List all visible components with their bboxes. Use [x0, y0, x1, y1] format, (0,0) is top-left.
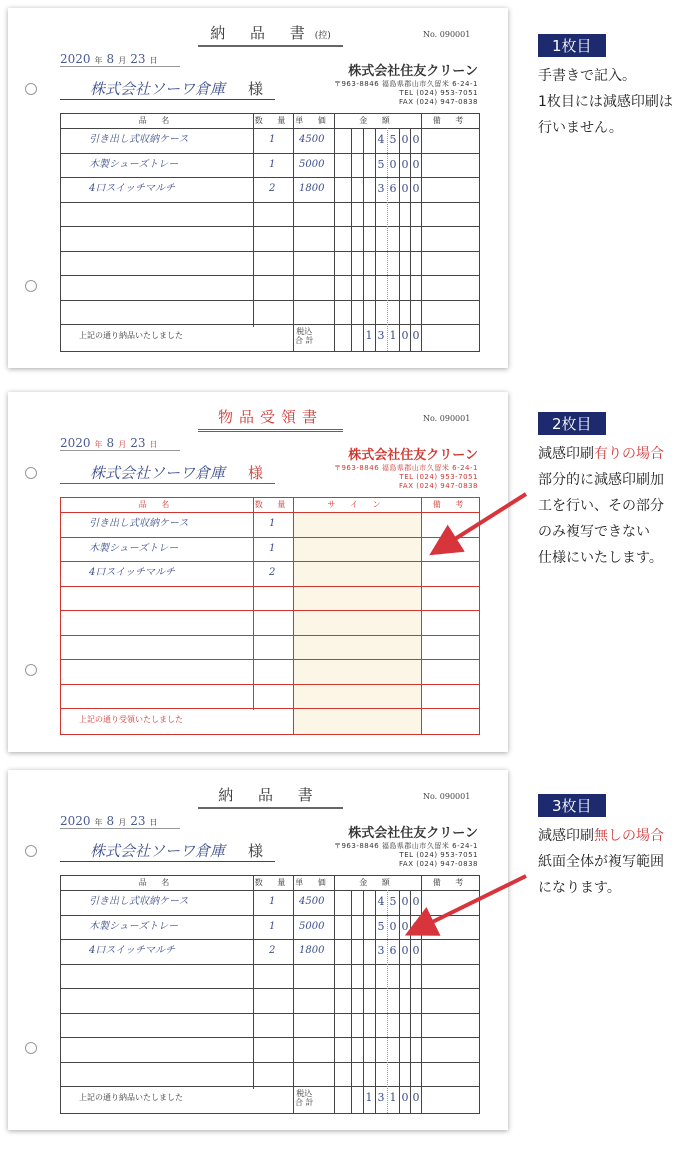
amount-digit: 6	[389, 182, 397, 195]
date-day: 23	[130, 436, 146, 450]
customer-name: 株式会社ソーワ倉庫	[60, 840, 275, 862]
customer-name: 株式会社ソーワ倉庫	[60, 78, 275, 100]
date-year_u: 年	[94, 818, 103, 827]
note-line: になります。	[538, 880, 621, 896]
note-highlight: 有りの場合	[594, 446, 664, 462]
total-digit: 0	[401, 1091, 409, 1104]
item-name: 引き出し式収納ケース	[89, 518, 189, 529]
item-price: 5000	[299, 920, 325, 932]
item-name: 木製シューズトレー	[89, 920, 179, 932]
header-sign: サ イ ン	[327, 500, 387, 509]
date-month: 8	[106, 436, 115, 450]
document-number: No. 090001	[423, 30, 471, 39]
header-name: 品 名	[138, 500, 176, 509]
header-name: 品 名	[138, 878, 176, 887]
amount-digit: 5	[389, 133, 397, 146]
arrow-sheet-2	[436, 494, 526, 551]
total-digit: 1	[365, 329, 373, 342]
amount-digit: 4	[377, 133, 385, 146]
item-qty: 1	[269, 518, 276, 529]
date-year_u: 年	[94, 440, 103, 449]
total-digit: 3	[377, 1091, 385, 1104]
date-year: 2020	[60, 436, 91, 450]
date-month_u: 月	[118, 818, 127, 827]
item-name: 木製シューズトレー	[89, 542, 179, 554]
header-amount: 金 額	[359, 878, 396, 887]
note-text: 減感印刷	[538, 446, 594, 462]
document-number: No. 090001	[423, 792, 471, 801]
amount-digit: 4	[377, 895, 385, 908]
date-month_u: 月	[118, 56, 127, 65]
date-day_u: 日	[149, 818, 158, 827]
total-digit: 3	[377, 329, 385, 342]
total-label-text: 合 計	[295, 1098, 314, 1107]
amount-digit: 0	[412, 919, 420, 933]
item-qty: 1	[269, 542, 276, 554]
amount-digit: 0	[401, 133, 409, 146]
header-qty: 数 量	[254, 878, 292, 887]
date-month: 8	[106, 814, 115, 828]
amount-digit: 0	[389, 919, 397, 933]
total-digit: 0	[401, 329, 409, 342]
amount-digit: 0	[412, 133, 420, 146]
header-note: 備 考	[432, 116, 470, 125]
item-qty: 2	[269, 945, 276, 956]
company-address: 〒963-8846 福島県郡山市久留米 6-24-1	[333, 464, 478, 472]
company-address: TEL (024) 953-7051	[399, 89, 478, 97]
honorific: 様	[248, 464, 264, 482]
item-name: 木製シューズトレー	[89, 158, 179, 170]
header-price: 単 価	[295, 878, 332, 887]
item-qty: 2	[269, 567, 276, 578]
item-name: 4口スイッチマルチ	[89, 945, 175, 956]
total-digit: 0	[412, 1091, 420, 1104]
total-digit: 1	[389, 1091, 397, 1104]
company-name: 株式会社住友クリーン	[348, 64, 478, 79]
footer-text: 上記の通り納品いたしました	[79, 331, 183, 340]
date-month_u: 月	[118, 440, 127, 449]
sheet-badge: 3枚目	[538, 794, 606, 817]
footer-text: 上記の通り納品いたしました	[79, 1093, 183, 1102]
company-address: 〒963-8846 福島県郡山市久留米 6-24-1	[333, 842, 478, 850]
item-name: 引き出し式収納ケース	[89, 896, 189, 907]
document-number: No. 090001	[423, 414, 471, 423]
item-price: 1800	[299, 183, 325, 194]
date-year: 2020	[60, 814, 91, 828]
total-digit: 0	[412, 329, 420, 342]
amount-digit: 0	[401, 157, 409, 171]
form-title-text: 納 品 書	[210, 24, 315, 42]
date-day: 23	[130, 814, 146, 828]
honorific: 様	[248, 842, 264, 860]
tax-included-label: 税込	[296, 1089, 313, 1098]
amount-digit: 0	[401, 919, 409, 933]
honorific: 様	[248, 80, 264, 98]
amount-digit: 0	[401, 944, 409, 957]
note-line: 手書きで記入。	[538, 68, 636, 84]
item-qty: 1	[269, 920, 276, 932]
date-year_u: 年	[94, 56, 103, 65]
company-name: 株式会社住友クリーン	[348, 826, 478, 841]
item-qty: 2	[269, 183, 276, 194]
date-year: 2020	[60, 52, 91, 66]
note-text: 減感印刷	[538, 828, 594, 844]
amount-digit: 0	[412, 944, 420, 957]
note-line: 仕様にいたします。	[538, 550, 663, 566]
company-address: FAX (024) 947-0838	[399, 98, 478, 106]
header-amount: 金 額	[359, 116, 396, 125]
amount-digit: 0	[412, 157, 420, 171]
date-month: 8	[106, 52, 115, 66]
header-price: 単 価	[295, 116, 332, 125]
company-address: TEL (024) 953-7051	[399, 851, 478, 859]
amount-digit: 0	[401, 895, 409, 908]
amount-digit: 0	[401, 182, 409, 195]
item-name: 4口スイッチマルチ	[89, 183, 175, 194]
item-qty: 1	[269, 134, 276, 145]
amount-digit: 0	[412, 182, 420, 195]
item-qty: 1	[269, 896, 276, 907]
header-note: 備 考	[432, 500, 470, 509]
company-address: 〒963-8846 福島県郡山市久留米 6-24-1	[333, 80, 478, 88]
form-title-text: 物品受領書	[217, 408, 323, 426]
header-qty: 数 量	[254, 116, 292, 125]
form-title-text: 納 品 書	[218, 786, 323, 804]
total-digit: 1	[389, 329, 397, 342]
date-day_u: 日	[149, 440, 158, 449]
tax-included-label: 税込	[296, 327, 313, 336]
note-line: 1枚目には減感印刷は	[538, 94, 673, 110]
company-address: FAX (024) 947-0838	[399, 860, 478, 868]
date-day_u: 日	[149, 56, 158, 65]
amount-digit: 6	[389, 944, 397, 957]
amount-digit: 3	[377, 944, 385, 957]
amount-digit: 0	[389, 157, 397, 171]
item-price: 4500	[299, 134, 325, 145]
item-name: 引き出し式収納ケース	[89, 134, 189, 145]
sheet-badge: 1枚目	[538, 34, 606, 57]
item-price: 4500	[299, 896, 325, 907]
note-line: 紙面全体が複写範囲	[538, 854, 664, 870]
item-qty: 1	[269, 158, 276, 170]
arrow-sheet-3	[412, 876, 526, 932]
amount-digit: 5	[377, 157, 385, 171]
amount-digit: 5	[377, 919, 385, 933]
total-digit: 1	[365, 1091, 373, 1104]
note-highlight: 無しの場合	[594, 828, 664, 844]
note-line: 行いません。	[538, 120, 623, 136]
company-name: 株式会社住友クリーン	[348, 448, 478, 463]
total-label-text: 合 計	[295, 336, 314, 345]
note-line: 部分的に減感印刷加	[538, 472, 664, 488]
item-price: 5000	[299, 158, 325, 170]
item-name: 4口スイッチマルチ	[89, 567, 175, 578]
amount-digit: 0	[412, 895, 420, 908]
note-line: 工を行い、その部分	[538, 498, 664, 514]
form-title-sub: (控)	[314, 31, 331, 41]
header-name: 品 名	[138, 116, 176, 125]
header-qty: 数 量	[254, 500, 292, 509]
note-line: のみ複写できない	[538, 524, 650, 540]
item-price: 1800	[299, 945, 325, 956]
company-address: FAX (024) 947-0838	[399, 482, 478, 490]
amount-digit: 3	[377, 182, 385, 195]
date-day: 23	[130, 52, 146, 66]
footer-text: 上記の通り受領いたしました	[79, 715, 183, 724]
customer-name: 株式会社ソーワ倉庫	[60, 462, 275, 484]
sheet-badge: 2枚目	[538, 412, 606, 435]
header-note: 備 考	[432, 878, 470, 887]
amount-digit: 5	[389, 895, 397, 908]
company-address: TEL (024) 953-7051	[399, 473, 478, 481]
